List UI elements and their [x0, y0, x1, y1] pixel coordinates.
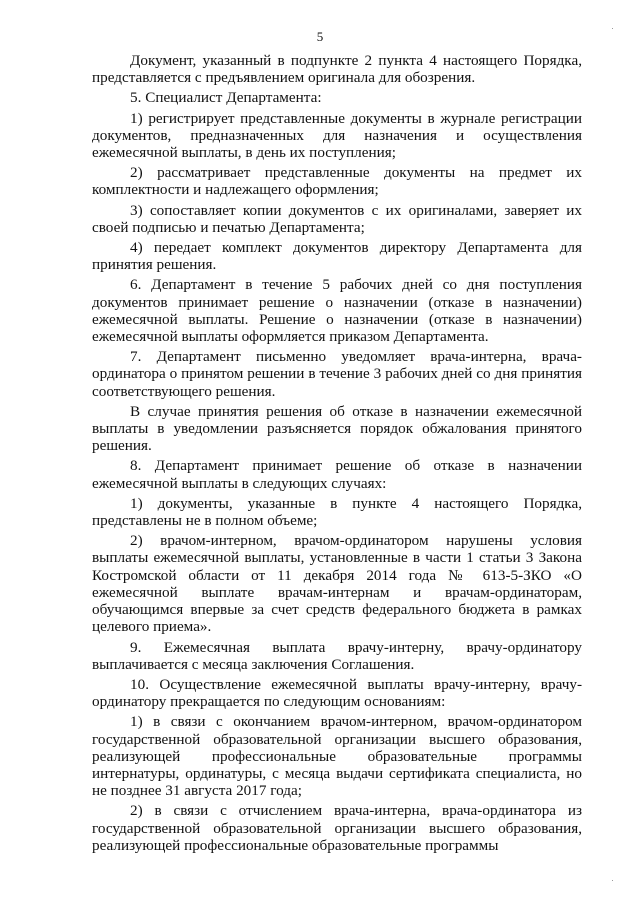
paragraph-section-10-termination: 10. Осуществление ежемесячной выплаты врачу-интерну, врачу-ординатору прекращается по следующим основаниям:: [92, 675, 582, 711]
paragraph-section-8-refusal-grounds: 8. Департамент принимает решение об отказе в назначении ежемесячной выплаты в следующих случаях:: [92, 457, 582, 492]
paragraph-8-2-violation-of-conditions: 2) врачом-интерном, врачом-ординатором нарушены условия выплаты ежемесячной выплаты, установленные в части 1 статьи 3 Закона Костромской области от 11 декабря 2014 года № 613-5-ЗКО «О ежемесячной выплате врачам-интернам и врачам-ординаторам, обучающимся впервые за счет средств федерального бюджета в рамках целевого приема».: [92, 532, 582, 636]
paragraph-section-6-decision: 6. Департамент в течение 5 рабочих дней со дня поступления документов принимает решение о назначении (отказе в назначении) ежемесячной выплаты. Решение о назначении (отказе в назначении) ежемесячной выплаты оформляется приказом Департамента.: [92, 276, 582, 346]
paragraph-section-5-heading: 5. Специалист Департамента:: [130, 89, 322, 107]
paragraph-5-4-transfer: 4) передает комплект документов директору Департамента для принятия решения.: [92, 239, 582, 274]
scan-speck: [612, 28, 613, 29]
paragraph-section-7-notification: 7. Департамент письменно уведомляет врача-интерна, врача-ординатора о принятом решении в течение 3 рабочих дней со дня принятия соответствующего решения.: [92, 348, 582, 400]
paragraph-document-presentation: Документ, указанный в подпункте 2 пункта 4 настоящего Порядка, представляется с предъявлением оригинала для обозрения.: [92, 52, 582, 87]
paragraph-5-3-verification: 3) сопоставляет копии документов с их оригиналами, заверяет их своей подписью и печатью Департамента;: [92, 201, 582, 236]
scan-speck: [612, 880, 613, 881]
paragraph-8-1-incomplete-documents: 1) документы, указанные в пункте 4 настоящего Порядка, представлены не в полном объеме;: [92, 494, 582, 530]
document-body: [92, 52, 582, 857]
paragraph-5-1-registration: 1) регистрирует представленные документы в журнале регистрации документов, предназначенных для назначения и осуществления ежемесячной выплаты, в день их поступления;: [92, 109, 582, 162]
paragraph-refusal-appeal-procedure: В случае принятия решения об отказе в назначении ежемесячной выплаты в уведомлении разъясняется порядок обжалования принятого решения.: [92, 402, 582, 455]
paragraph-section-9-payment-start: 9. Ежемесячная выплата врачу-интерну, врачу-ординатору выплачивается с месяца заключения Соглашения.: [92, 638, 582, 673]
paragraph-10-2-expulsion: 2) в связи с отчислением врача-интерна, врача-ординатора из государственной образовательной организации высшего образования, реализующей профессиональные образовательные программы: [92, 802, 582, 854]
paragraph-5-2-review: 2) рассматривает представленные документы на предмет их комплектности и надлежащего оформления;: [92, 164, 582, 199]
paragraph-10-1-graduation: 1) в связи с окончанием врачом-интерном, врачом-ординатором государственной образовательной организации высшего образования, реализующей профессиональные образовательные программы интернатуры, ординатуры, с месяца выдачи сертификата специалиста, но не позднее 31 августа 2017 года;: [92, 713, 582, 800]
page-number: 5: [316, 29, 324, 44]
